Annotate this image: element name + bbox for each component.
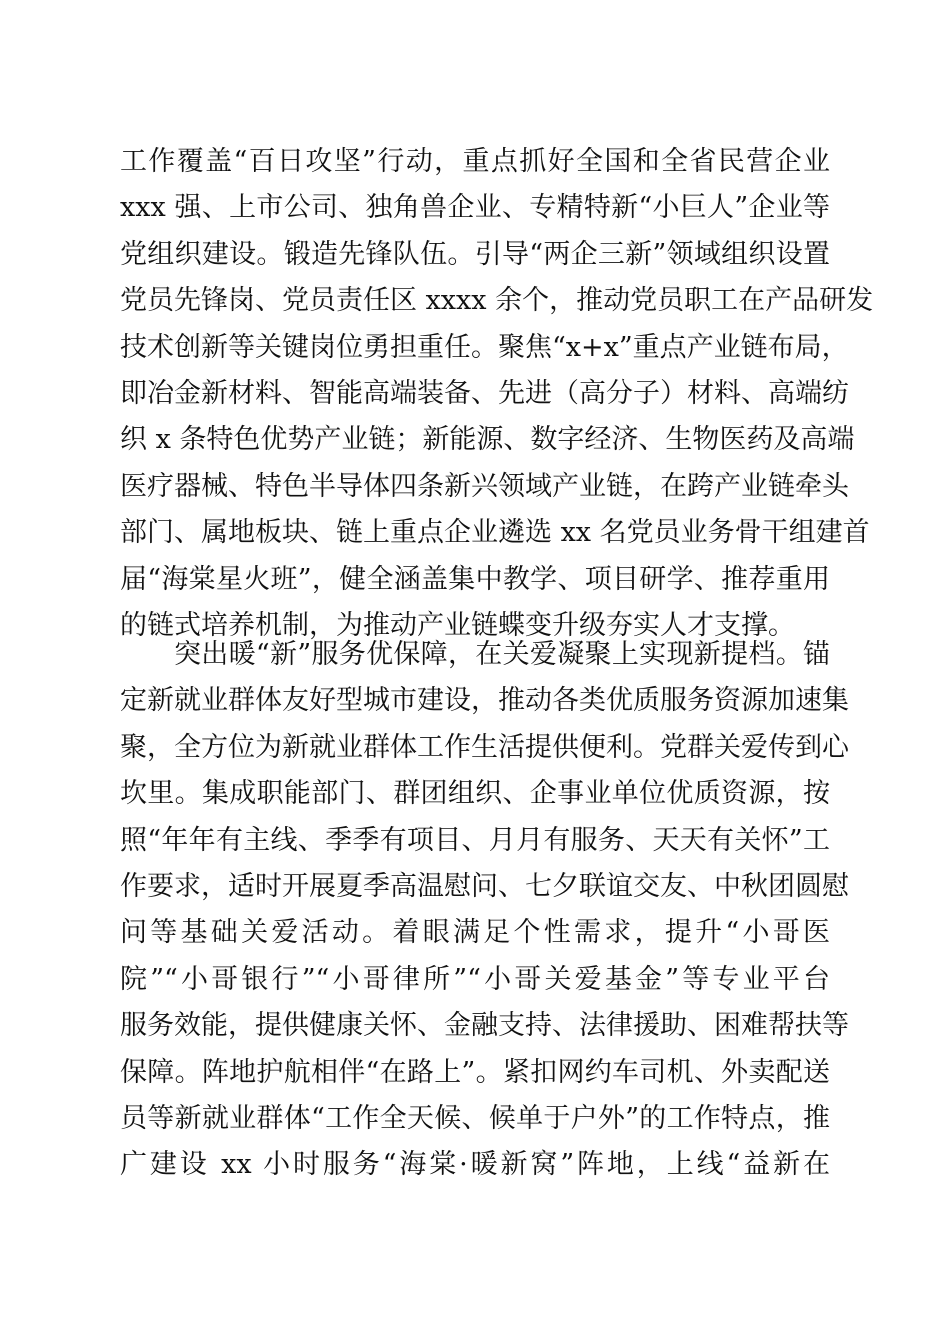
text-line: 技术创新等关键岗位勇担重任。聚焦“x+x”重点产业链布局， <box>120 331 849 363</box>
text-line: 服务效能，提供健康关怀、金融支持、法律援助、困难帮扶等 <box>120 1010 849 1042</box>
text-line: 保障。阵地护航相伴“在路上”。紧扣网约车司机、外卖配送 <box>120 1056 830 1088</box>
text-line: xxx 强、上市公司、独角兽企业、专精特新“小巨人”企业等 <box>120 192 830 224</box>
text-line: 的链式培养机制，为推动产业链蝶变升级夯实人才支撑。 <box>120 609 795 641</box>
text-line: 照“年年有主线、季季有项目、月月有服务、天天有关怀”工 <box>120 824 830 856</box>
text-line: 作要求，适时开展夏季高温慰问、七夕联谊交友、中秋团圆慰 <box>120 870 849 902</box>
text-line: 织 x 条特色优势产业链；新能源、数字经济、生物医药及高端 <box>120 424 855 456</box>
text-line: 突出暖“新”服务优保障，在关爱凝聚上实现新提档。锚 <box>174 639 830 670</box>
text-line: 届“海棠星火班”，健全涵盖集中教学、项目研学、推荐重用 <box>120 563 830 595</box>
text-line: 院”“小哥银行”“小哥律所”“小哥关爱基金”等专业平台 <box>120 963 830 995</box>
text-line: 部门、属地板块、链上重点企业遴选 xx 名党员业务骨干组建首 <box>120 517 870 549</box>
text-line: 广建设 xx 小时服务“海棠·暖新窝”阵地，上线“益新在 <box>120 1149 830 1181</box>
text-line: 定新就业群体友好型城市建设，推动各类优质服务资源加速集 <box>120 685 849 717</box>
text-line: 党员先锋岗、党员责任区 xxxx 余个，推动党员职工在产品研发 <box>120 285 874 317</box>
text-line: 聚，全方位为新就业群体工作生活提供便利。党群关爱传到心 <box>120 731 849 763</box>
text-line: 工作覆盖“百日攻坚”行动，重点抓好全国和全省民营企业 <box>120 146 830 177</box>
paragraph-new-employment-services <box>120 632 849 1189</box>
text-line: 党组织建设。锻造先锋队伍。引导“两企三新”领域组织设置 <box>120 238 830 270</box>
text-line: 坎里。集成职能部门、群团组织、企事业单位优质资源，按 <box>120 778 830 810</box>
text-line: 问等基础关爱活动。着眼满足个性需求，提升“小哥医 <box>120 917 830 949</box>
text-line: 即冶金新材料、智能高端装备、先进（高分子）材料、高端纺 <box>120 377 849 409</box>
text-line: 员等新就业群体“工作全天候、候单于户外”的工作特点，推 <box>120 1102 830 1134</box>
paragraph-party-building <box>120 139 874 649</box>
text-line: 医疗器械、特色半导体四条新兴领域产业链，在跨产业链牵头 <box>120 470 849 502</box>
